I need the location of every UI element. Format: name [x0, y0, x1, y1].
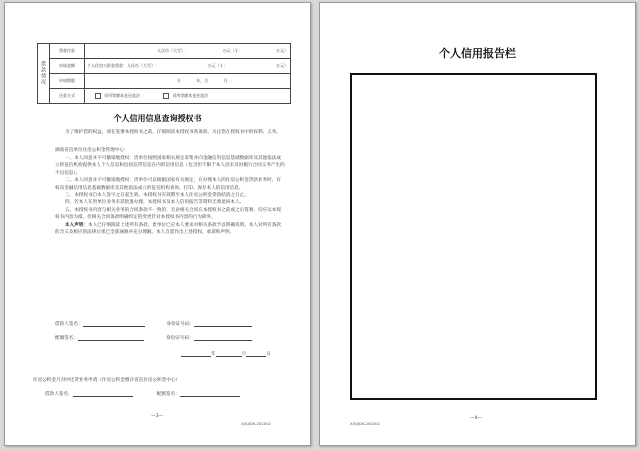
date-day-label: 日: [266, 352, 271, 357]
credit-report-title: 个人信用报告栏: [439, 47, 516, 60]
checkbox-equal-principal[interactable]: [163, 93, 169, 99]
staff-spouse-line[interactable]: [180, 391, 240, 397]
option-equal-principal-label: 采用等额本金还款法: [172, 93, 209, 98]
clauses-block: [55, 155, 285, 236]
option-equal-installment-label: 采用等额本息还款法: [104, 93, 140, 98]
row-amount-value: [85, 59, 291, 74]
clause-5: 五、本授权书内容与相关业务的合同条款不一致的，无论相关合同在本授权书之前或之后签署，均应以本授权书内容为准。但相关合同条款明确约定的变更针对本授权书内容的行为除外。: [55, 207, 281, 221]
borrower-id-line[interactable]: [194, 321, 252, 327]
section-label: 借款情况: [40, 61, 46, 85]
payment-yuan-label: 万元（￥：: [222, 48, 243, 53]
term-month: 月: [223, 78, 228, 83]
spouse-sign-line[interactable]: [78, 335, 144, 341]
page-number-left: —3—: [151, 414, 164, 419]
row-label-payment: 贷款付款: [50, 44, 85, 59]
section-label-cell: [38, 44, 50, 104]
spouse-sign-label: 配偶签名：: [55, 336, 78, 341]
loan-info-table: [37, 43, 291, 104]
checkbox-equal-installment[interactable]: [95, 93, 101, 99]
staff-borrower-label: 借款人签名：: [45, 392, 73, 397]
form-code-right: XJGJ/DK-202002: [350, 421, 380, 426]
row-term-value: [85, 74, 291, 89]
row-label-term: 申请期限: [50, 74, 85, 89]
addressee: 湖南省直单位住房公积金管理中心：: [55, 148, 129, 153]
clause-2: 二、本人同意并不可撤销地授权：贵单位可以根据国家有关规定，在办理本人的住房公积金贷款业务时，有权向金融信用信息基础数据库及其他依法成立的征信机构查询、打印、保存本人的信用信息。: [55, 178, 281, 191]
clause-3: 三、本授权书自本人签字之日起生效。本授权书有效期至本人住房公积金贷款结清之日止。: [65, 193, 249, 199]
date-day-line[interactable]: [246, 351, 266, 357]
borrower-sign-label: 借款人签名：: [55, 322, 83, 327]
authorization-title: 个人信用信息查询授权书: [113, 114, 202, 123]
date-year-label: 年: [211, 352, 216, 357]
spouse-id-label: 身份证号码：: [165, 336, 194, 341]
date-year-line[interactable]: [181, 351, 211, 357]
option-equal-principal[interactable]: [163, 93, 208, 98]
spouse-signature-row: [55, 335, 285, 341]
row-label-repayment: 还款方式: [50, 89, 85, 104]
row-label-amount: 申请金额: [50, 59, 85, 74]
row-payment-value: [85, 44, 291, 59]
staff-signature-row: [45, 391, 275, 397]
clause-4: 四、若本人在贵单位业务未获批准办理，本授权书及本人信用报告等资料无须退回本人。: [65, 200, 245, 206]
credit-report-box: [350, 73, 597, 400]
right-page: [319, 2, 636, 446]
payment-rmb-label: 人民币（大写）：: [157, 48, 189, 53]
staff-note: 住房公积金月对冲还贷业务申请（住房公积金缴存省直住房公积金中心）: [33, 378, 181, 383]
date-month-label: 月: [241, 352, 247, 357]
borrower-id-label: 身份证号码：: [166, 322, 195, 327]
spouse-id-line[interactable]: [194, 335, 252, 341]
staff-borrower-line[interactable]: [73, 391, 133, 397]
left-page: [4, 2, 311, 446]
term-year: 年，合: [196, 78, 209, 83]
declaration-text: 本人已仔细阅读上述所有条款，贵单位已应本人要求对相关条款予以明确说明。本人对所有条款的含义及相应的法律后果已全部通晓并充分理解。本人自愿作出上述授权、承诺和声明。: [55, 222, 281, 236]
borrower-sign-line[interactable]: [83, 321, 145, 327]
date-month-line[interactable]: [216, 351, 242, 357]
intro-paragraph: 为了维护您的权益，请在签署本授权书之前，仔细阅读本授权书各条款，关注您在授权书中的权利、义务。: [65, 130, 281, 135]
amount-yuan-close: 万元）: [276, 63, 288, 68]
term-prefix: 计: [177, 78, 181, 83]
payment-yuan-close: 万元）: [276, 48, 288, 53]
page-number-right: —4—: [470, 416, 483, 421]
declaration-label: 本人声明：: [65, 222, 88, 228]
staff-spouse-label: 配偶签名：: [156, 392, 180, 397]
option-equal-installment[interactable]: [95, 93, 140, 98]
amount-yuan-label: 万元（￥：: [207, 63, 228, 68]
form-code-left: XJGJ/DK-202002: [241, 421, 271, 426]
declaration: [55, 222, 285, 237]
row-repayment-value: [85, 89, 291, 104]
borrower-signature-row: [55, 321, 285, 327]
amount-fund-loan-label: 个人住房公积金贷款：人民币（大写）：: [87, 63, 159, 68]
clause-1: 一、本人同意并不可撤销地授权：贵单位按照国家相关规定采集并向金融信用信息基础数据库及其他依法成立的征信机构提供本人个人信息和包括信贷信息在内的信用信息（包含但不限于本人因未及时履行合同义务产生的不良信息）。: [55, 156, 285, 176]
date-row: [181, 351, 291, 357]
